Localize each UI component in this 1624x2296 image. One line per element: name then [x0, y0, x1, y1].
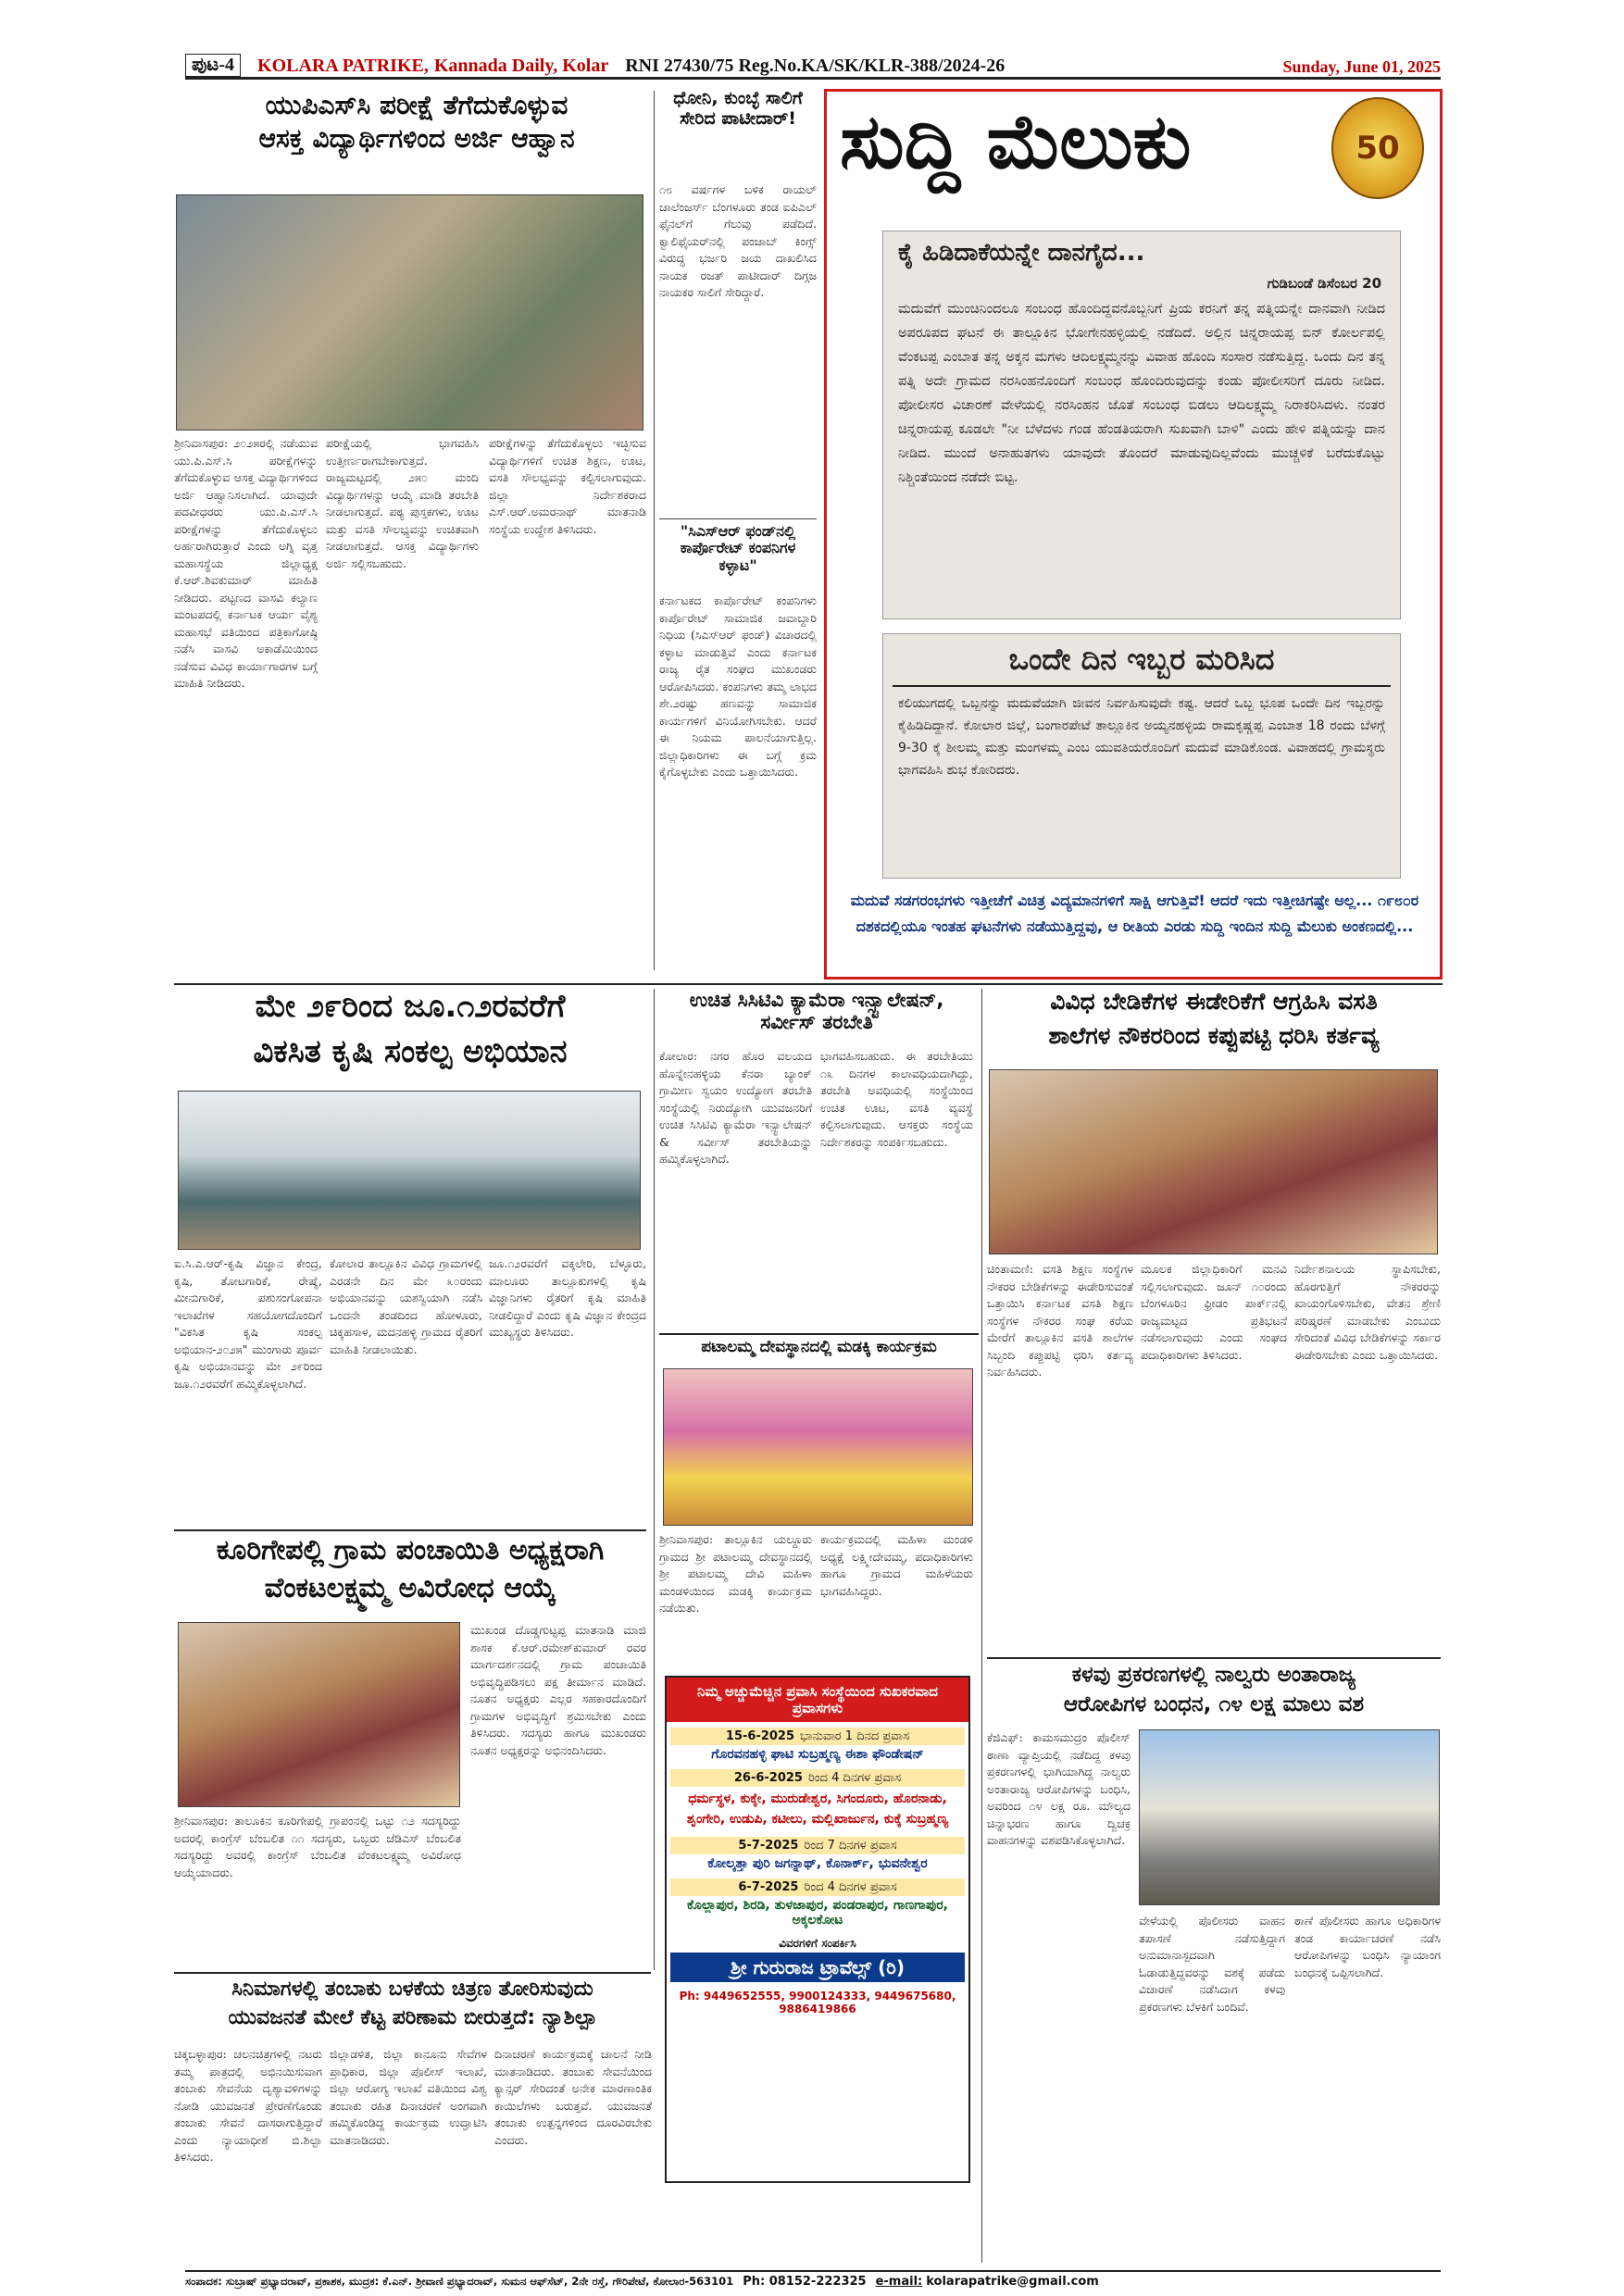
upsc-col-1: ಶ್ರೀನಿವಾಸಪುರ: ೨೦೨೫ರಲ್ಲಿ ನಡೆಯುವ ಯು.ಪಿ.ಎಸ್.ಸಿ ಪರೀಕ್ಷೆಗಳನ್ನು ತೆಗೆದುಕೊಳ್ಳುವ ಆಸಕ್ತ ವಿದ್ಯಾರ್ಥಿಗಳಿಂದ ಅರ್ಜಿ ಆಹ್ವಾನಿಸಲಾಗಿದೆ. ಯಾವುದೇ ಪದವೀಧರರು ಯು.ಪಿ.ಎಸ್.ಸಿ ಪರೀಕ್ಷೆಗಳನ್ನು ತೆಗೆದುಕೊಳ್ಳಲು ಅರ್ಹರಾಗಿರುತ್ತಾರೆ ಎಂದು ಅಗ್ನಿ ವೃತ್ತ ಮಹಾಸಸ್ಥೆಯ ಜಿಲ್ಲಾಧ್ಯಕ್ಷ ಕೆ.ಆರ್.ಶಿವಕುಮಾರ್ ಮಾಹಿತಿ ನೀಡಿದರು. ಪಟ್ಟಣದ ವಾಸವಿ ಕಲ್ಯಾಣ ಮಂಟಪದಲ್ಲಿ ಕರ್ನಾಟಕ ಆರ್ಯ ವೈಶ್ಯ ಮಹಾಸಭೆ ವತಿಯಿಂದ ಪತ್ರಿಕಾಗೋಷ್ಠಿ ನಡೆಸಿ ವಾಸವಿ ಅಕಾಡೆಮಿಯಿಂದ ನಡೆಸುವ ವಿವಿಧ ಕಾರ್ಯಾಗಾರಗಳ ಬಗ್ಗೆ ಮಾಹಿತಿ ನೀಡಿದರು. — [174, 436, 318, 690]
vasati-col-2: ಮೂಲಕ ಜಿಲ್ಲಾಧಿಕಾರಿಗೆ ಮನವಿ ಸಲ್ಲಿಸಲಾಗುವುದು. ಜೂನ್ ೧೦ರಂದು ಬೆಂಗಳೂರಿನ ಫ್ರೀಡಂ ಪಾರ್ಕ್‌ನಲ್ಲಿ ರಾಜ್ಯಮಟ್ಟದ ಪ್ರತಿಭಟನೆ ನಡೆಸಲಾಗುವುದು ಎಂದು ಸಂಘದ ಪದಾಧಿಕಾರಿಗಳು ತಿಳಿಸಿದರು. — [1141, 1262, 1287, 1362]
tour-4-date: 6-7-2025 — [738, 1880, 799, 1894]
suddi-caption: ಮದುವೆ ಸಡಗರಂಭಗಳು ಇತ್ತೀಚೆಗೆ ವಿಚಿತ್ರ ವಿದ್ಯಮಾನಗಳಿಗೆ ಸಾಕ್ಷಿ ಆಗುತ್ತಿವೆ! ಆದರೆ ಇದು ಇತ್ತೀಚಿಗಷ್ಟೇ ಅಲ್ಲ... ೧೯೮೦ರ ದಶಕದಲ್ಲಿಯೂ ಇಂತಹ ಘಟನೆಗಳು ನಡೆಯುತ್ತಿದ್ದವು, ಆ ರೀತಿಯ ಎರಡು ಸುದ್ದಿ ಇಂದಿನ ಸುದ್ದಿ ಮೆಲುಕು ಅಂಕಣದಲ್ಲಿ... — [850, 892, 1419, 935]
travel-advertisement — [665, 1676, 970, 2183]
clip2-title: ಒಂದೇ ದಿನ ಇಬ್ಬರ ಮರಿಸಿದ — [893, 634, 1391, 687]
patalamma-photo — [663, 1368, 973, 1526]
tour-4-days: ರಿಂದ 4 ದಿನಗಳ ಪ್ರವಾಸ — [804, 1880, 897, 1894]
kurigepalli-col-1: ಶ್ರೀನಿವಾಸಪುರ: ತಾಲೂಕಿನ ಕೂರಿಗೇಪಲ್ಲಿ ಗ್ರಾಪಂನಲ್ಲಿ ಒಟ್ಟು ೧೨ ಸದಸ್ಯರಿದ್ದು ಅದರಲ್ಲಿ ಕಾಂಗ್ರೆಸ್ ಬೆಂಬಲಿತ ೧೧ ಸದಸ್ಯರು, ಒಬ್ಬರು ಜೆಡಿಎಸ್ ಬೆಂಬಲಿತ ಸದಸ್ಯರಿದ್ದು ಅವರಲ್ಲಿ ಕಾಂಗ್ರೆಸ್ ಬೆಂಬಲಿತ ವೆಂಕಟಲಕ್ಷ್ಮಮ್ಮ ಅವಿರೋಧ ಆಯ್ಕೆಯಾದರು. — [174, 1814, 461, 1879]
cctv-col-1: ಕೋಲಾರ: ನಗರ ಹೊರ ವಲಯದ ಹೊನ್ನೇನಹಳ್ಳಿಯ ಕೆನರಾ ಬ್ಯಾಂಕ್ ಗ್ರಾಮೀಣ ಸ್ವಯಂ ಉದ್ಯೋಗ ತರಬೇತಿ ಸಂಸ್ಥೆಯಲ್ಲಿ ನಿರುದ್ಯೋಗಿ ಯುವಜನರಿಗೆ ಉಚಿತ ಸಿಸಿಟಿವಿ ಕ್ಯಾಮೆರಾ ಇನ್ಸ್ಟಾಲೇಷನ್ & ಸರ್ವೀಸ್ ತರಬೇತಿಯನ್ನು ಹಮ್ಮಿಕೊಳ್ಳಲಾಗಿದೆ. — [659, 1049, 812, 1166]
cctv-headline: ಉಚಿತ ಸಿಸಿಟಿವಿ ಕ್ಯಾಮೆರಾ ಇನ್ಸ್ಟಾಲೇಷನ್, ಸರ್ವೀಸ್ ತರಬೇತಿ — [689, 989, 944, 1034]
tour-2 — [670, 1769, 965, 1831]
tour-4-places: ಕೊಲ್ಲಾಪುರ, ಶಿರಡಿ, ತುಳಜಾಪುರ, ಪಂಡರಾಪುರ, ಗಾಣಗಾಪುರ, ಅಕ್ಕಲಕೋಟ — [687, 1898, 948, 1928]
imprint-line: ಸಂಪಾದಕ: ಸುಬ್ರಾಷ್ ಪ್ರಭ್ಯಾದರಾವ್, ಪ್ರಕಾಶಕ, ಮುದ್ರಕ: ಕೆ.ಎನ್. ಶ್ರೀವಾಣಿ ಪ್ರಭ್ಯಾದರಾವ್, ಸುಮನ ಆಫ್‌ಸೆಟ್, 2ನೇ ರಸ್ತೆ, ಗೌರಿಪೇಟೆ, ಕೋಲಾರ-563101 — [185, 2274, 734, 2288]
kurigepalli-col-2: ಮುಖಂಡ ದೊಡ್ಡಗುಟ್ಟಪ್ಪ ಮಾತನಾಡಿ ಮಾಜಿ ಶಾಸಕ ಕೆ.ಆರ್.ರಮೇಶ್‌ಕುಮಾರ್ ರವರ ಮಾರ್ಗದರ್ಶನದಲ್ಲಿ ಗ್ರಾಮ ಪಂಚಾಯಿತಿ ಅಭಿವೃದ್ಧಿಪಡಿಸಲು ಪಕ್ಷ ತೀರ್ಮಾನ ಮಾಡಿದೆ. ನೂತನ ಅಧ್ಯಕ್ಷರು ಎಲ್ಲರ ಸಹಕಾರದೊಂದಿಗೆ ಗ್ರಾಮಗಳ ಅಭಿವೃದ್ಧಿಗೆ ಶ್ರಮಿಸಬೇಕು ಎಂದು ತಿಳಿಸಿದರು. ಸದಸ್ಯರು ಹಾಗೂ ಮುಖಂಡರು ನೂತನ ಅಧ್ಯಕ್ಷರನ್ನು ಅಭಿನಂದಿಸಿದರು. — [470, 1623, 646, 1757]
dhoni-headline: ಧೋನಿ, ಕುಂಬ್ಳೆ ಸಾಲಿಗೆ ಸೇರಿದ ಪಾಟೀದಾರ್! — [673, 88, 803, 129]
theft-col-2: ವೇಳೆಯಲ್ಲಿ ಪೊಲೀಸರು ವಾಹನ ತಪಾಸಣೆ ನಡೆಸುತ್ತಿದ್ದಾಗ ಅನುಮಾನಾಸ್ಪದವಾಗಿ ಓಡಾಡುತ್ತಿದ್ದವರನ್ನು ವಶಕ್ಕೆ ಪಡೆದು ವಿಚಾರಣೆ ನಡೆಸಿದಾಗ ಕಳವು ಪ್ರಕರಣಗಳು ಬೆಳಕಿಗೆ ಬಂದಿವೆ. — [1139, 1914, 1285, 2014]
tour-2-days: ರಿಂದ 4 ದಿನಗಳ ಪ್ರವಾಸ — [807, 1771, 902, 1785]
patalamma-col-1: ಶ್ರೀನಿವಾಸಪುರ: ತಾಲ್ಲೂಕಿನ ಯಲ್ದೂರು ಗ್ರಾಮದ ಶ್ರೀ ಪಟಾಲಮ್ಮ ದೇವಸ್ಥಾನದಲ್ಲಿ ಶ್ರೀ ಪಟಾಲಮ್ಮ ದೇವಿ ಮಹಿಳಾ ಮಂಡಳಿಯಿಂದ ಮಡಕ್ಕಿ ಕಾರ್ಯಕ್ರಮ ನಡೆಯಿತು. — [659, 1532, 812, 1615]
masthead — [185, 56, 1441, 80]
dhoni-text: ೧೮ ವರ್ಷಗಳ ಬಳಿಕ ರಾಯಲ್ ಚಾಲೆಂಜರ್ಸ್ ಬೆಂಗಳೂರು ತಂಡ ಐಪಿಎಲ್ ಫೈನಲ್‌ಗೆ ಗೆಲುವು ಪಡೆದಿದೆ. ಕ್ವಾಲಿಫೈಯರ್‌ನಲ್ಲಿ ಪಂಜಾಬ್ ಕಿಂಗ್ಸ್ ವಿರುದ್ಧ ಭರ್ಜರಿ ಜಯ ದಾಖಲಿಸಿದ ನಾಯಕ ರಜತ್ ಪಾಟೀದಾರ್ ದಿಗ್ಗಜ ನಾಯಕರ ಸಾಲಿಗೆ ಸೇರಿದ್ದಾರೆ. — [659, 182, 817, 299]
clip2-body: ಕಲಿಯುಗದಲ್ಲಿ ಒಬ್ಬನನ್ನು ಮದುವೆಯಾಗಿ ಜೀವನ ನಿರ್ವಹಿಸುವುದೇ ಕಷ್ಟ. ಆದರೆ ಒಬ್ಬ ಭೂಪ ಒಂದೇ ದಿನ ಇಬ್ಬರನ್ನು ಕೈಹಿಡಿದಿದ್ದಾನೆ. ಕೋಲಾರ ಜಿಲ್ಲೆ, ಬಂಗಾರಪೇಟೆ ತಾಲ್ಲೂಕಿನ ಅಯ್ಯನಹಳ್ಳಿಯ ರಾಮಕೃಷ್ಣಪ್ಪ ಎಂಬಾತ 18 ರಂದು ಬೆಳಗ್ಗೆ 9-30 ಕ್ಕೆ ಶೀಲಮ್ಮ ಮತ್ತು ಮಂಗಳಮ್ಮ ಎಂಬ ಯುವತಿಯರೊಂದಿಗೆ ಮದುವೆ ಮಾಡಿಕೊಂಡ. ವಿವಾಹದಲ್ಲಿ ಗ್ರಾಮಸ್ಥರು ಭಾಗವಹಿಸಿ ಶುಭ ಕೋರಿದರು. — [898, 696, 1385, 778]
tour-1 — [670, 1728, 965, 1764]
travel-company-name: ಶ್ರೀ ಗುರುರಾಜ ಟ್ರಾವೆಲ್ಸ್ (ರಿ) — [670, 1953, 965, 1982]
anniversary-logo: 50 — [1331, 97, 1424, 199]
news-clipping-2 — [882, 633, 1401, 879]
tobacco-col-3: ದಿನಾಚರಣೆ ಕಾರ್ಯಕ್ರಮಕ್ಕೆ ಚಾಲನೆ ನೀಡಿ ಮಾತನಾಡಿದರು. ತಂಬಾಕು ಸೇವನೆಯಿಂದ ಕ್ಯಾನ್ಸರ್ ಸೇರಿದಂತೆ ಅನೇಕ ಮಾರಣಾಂತಿಕ ಕಾಯಿಲೆಗಳು ಬರುತ್ತವೆ. ಯುವಜನತೆ ತಂಬಾಕು ಉತ್ಪನ್ನಗಳಿಂದ ದೂರವಿರಬೇಕು ಎಂದರು. — [494, 2047, 652, 2147]
tour-1-places: ಗೊರವನಹಳ್ಳಿ ಘಾಟಿ ಸುಬ್ರಹ್ಮಣ್ಯ ಈಶಾ ಫೌಂಡೇಷನ್ — [670, 1745, 965, 1764]
clip1-body: ಮದುವೆಗೆ ಮುಂಚಿನಿಂದಲೂ ಸಂಬಂಧ ಹೊಂದಿದ್ದವನೊಬ್ಬನಿಗೆ ಪ್ರಿಯ ಕರನಿಗೆ ತನ್ನ ಪತ್ನಿಯನ್ನೇ ದಾನವಾಗಿ ನೀಡಿದ ಅಪರೂಪದ ಘಟನೆ ಈ ತಾಲ್ಲೂಕಿನ ಭೋಗೇನಹಳ್ಳಿಯಲ್ಲಿ ನಡೆದಿದೆ. ಅಲ್ಲಿನ ಚಿನ್ನರಾಯಪ್ಪ ಬಿನ್ ಕೋರ್ಲಪಲ್ಲಿ ವೆಂಕಟಪ್ಪ ಎಂಬಾತ ತನ್ನ ಅಕ್ಕನ ಮಗಳು ಆದಿಲಕ್ಷ್ಮಮ್ಮನನ್ನು ವಿವಾಹ ಹೊಂದಿ ಸಂಸಾರ ನಡೆಸುತ್ತಿದ್ದ. ಒಂದು ದಿನ ತನ್ನ ಪತ್ನಿ ಅದೇ ಗ್ರಾಮದ ನರಸಿಂಹನೊಂದಿಗೆ ಸಂಬಂಧ ಹೊಂದಿರುವುದನ್ನು ಕಂಡು ಪೋಲೀಸರಿಗೆ ದೂರು ನೀಡಿದ. ಪೋಲೀಸರ ವಿಚಾರಣೆ ವೇಳೆಯಲ್ಲಿ ನರಸಿಂಹನ ಜೊತೆ ಸಂಬಂಧ ಬಿಡಲು ಆದಿಲಕ್ಷ್ಮಮ್ಮ ನಿರಾಕರಿಸಿದಳು. ನಂತರ ಚಿನ್ನರಾಯಪ್ಪ ಕೂಡಲೇ "ನೀ ಬೆಳೆದಳು ಗಂಡ ಹೆಂಡತಿಯರಾಗಿ ಸುಖವಾಗಿ ಬಾಳಿ" ಎಂದು ಹೇಳಿ ಪತ್ನಿಯನ್ನು ದಾನ ನೀಡಿದ. ಮುಂದೆ ಅನಾಹುತಗಳು ಯಾವುದೇ ತೊಂದರೆ ಮಾಡುವುದಿಲ್ಲವೆಂದು ಮುಚ್ಚಳಿಕೆ ಬರೆದುಕೊಟ್ಟು ನಿಶ್ಚಿಂತೆಯಿಂದ ನಡೆದೇ ಬಿಟ್ಟ. — [898, 302, 1385, 485]
suddi-meluku-box — [824, 89, 1443, 980]
travel-ad-title: ನಿಮ್ಮ ಅಚ್ಚುಮೆಚ್ಚಿನ ಪ್ರವಾಸಿ ಸಂಸ್ಥೆಯಿಂದ ಸುಖಕರವಾದ ಪ್ರವಾಸಗಳು — [667, 1678, 968, 1722]
tour-2-date: 26-6-2025 — [733, 1771, 803, 1785]
patalamma-col-2: ಕಾರ್ಯಕ್ರಮದಲ್ಲಿ ಮಹಿಳಾ ಮಂಡಳಿ ಅಧ್ಯಕ್ಷೆ ಲಕ್ಷ್ಮೀದೇವಮ್ಮ, ಪದಾಧಿಕಾರಿಗಳು ಹಾಗೂ ಗ್ರಾಮದ ಮಹಿಳೆಯರು ಭಾಗವಹಿಸಿದ್ದರು. — [820, 1532, 973, 1598]
clip1-dateline: ಗುಡಿಬಂಡೆ ಡಿಸೆಂಬರ 20 — [1267, 275, 1381, 292]
tour-3 — [670, 1837, 965, 1873]
column-rule — [654, 989, 655, 1970]
csr-text: ಕರ್ನಾಟಕದ ಕಾರ್ಪೊರೇಟ್ ಕಂಪನಿಗಳು ಕಾರ್ಪೊರೇಟ್ ಸಾಮಾಜಿಕ ಜವಾಬ್ದಾರಿ ನಿಧಿಯ (ಸಿಎಸ್‌ಆರ್ ಫಂಡ್) ವಿಚಾರದಲ್ಲಿ ಕಳ್ಳಾಟ ಮಾಡುತ್ತಿವೆ ಎಂದು ಕರ್ನಾಟಕ ರಾಜ್ಯ ರೈತ ಸಂಘದ ಮುಖಂಡರು ಆರೋಪಿಸಿದರು. ಕಂಪನಿಗಳು ತಮ್ಮ ಲಾಭದ ಶೇ.೨ರಷ್ಟು ಹಣವನ್ನು ಸಾಮಾಜಿಕ ಕಾರ್ಯಗಳಿಗೆ ವಿನಿಯೋಗಿಸಬೇಕು. ಆದರೆ ಈ ನಿಯಮ ಪಾಲನೆಯಾಗುತ್ತಿಲ್ಲ. ಜಿಲ್ಲಾಧಿಕಾರಿಗಳು ಈ ಬಗ್ಗೆ ಕ್ರಮ ಕೈಗೊಳ್ಳಬೇಕು ಎಂದು ಒತ್ತಾಯಿಸಿದರು. — [659, 593, 817, 779]
tobacco-col-2: ಜಿಲ್ಲಾಡಳಿತ, ಜಿಲ್ಲಾ ಕಾನೂನು ಸೇವೆಗಳ ಪ್ರಾಧಿಕಾರ, ಜಿಲ್ಲಾ ಪೊಲೀಸ್ ಇಲಾಖೆ, ಜಿಲ್ಲಾ ಆರೋಗ್ಯ ಇಲಾಖೆ ವತಿಯಿಂದ ವಿಶ್ವ ತಂಬಾಕು ರಹಿತ ದಿನಾಚರಣೆ ಅಂಗವಾಗಿ ಹಮ್ಮಿಕೊಂಡಿದ್ದ ಕಾರ್ಯಕ್ರಮ ಉದ್ಘಾಟಿಸಿ ಮಾತನಾಡಿದರು. — [330, 2047, 487, 2147]
krishi-col-1: ಐ.ಸಿ.ಎ.ಆರ್-ಕೃಷಿ ವಿಜ್ಞಾನ ಕೇಂದ್ರ, ಕೃಷಿ, ತೋಟಗಾರಿಕೆ, ರೇಷ್ಮೆ, ಮೀನುಗಾರಿಕೆ, ಪಶುಸಂಗೋಪನಾ ಇಲಾಖೆಗಳ ಸಹಯೋಗದೊಂದಿಗೆ "ವಿಕಸಿತ ಕೃಷಿ ಸಂಕಲ್ಪ ಅಭಿಯಾನ-೨೦೨೫" ಮುಂಗಾರು ಪೂರ್ವ ಕೃಷಿ ಅಭಿಯಾನವನ್ನು ಮೇ ೨೯ರಿಂದ ಜೂ.೧೨ರವರೆಗೆ ಹಮ್ಮಿಕೊಳ್ಳಲಾಗಿದೆ. — [174, 1256, 322, 1391]
tour-1-days: ಭಾನುವಾರ 1 ದಿನದ ಪ್ರವಾಸ — [800, 1729, 910, 1743]
suddi-meluku-title: ಸುದ್ದಿ ಮೆಲುಕು — [840, 97, 1192, 186]
tour-3-places: ಕೋಲ್ಕತ್ತಾ ಪುರಿ ಜಗನ್ನಾಥ್, ಕೊನಾರ್ಕ್, ಭುವನೇಶ್ವರ — [707, 1856, 928, 1871]
travel-phones: Ph: 9449652555, 9900124333, 9449675680, 9886419866 — [679, 1990, 956, 2015]
theft-col-1: ಕೆಜಿಎಫ್: ಕಾಮಸಮುದ್ರಂ ಪೊಲೀಸ್ ಠಾಣಾ ವ್ಯಾಪ್ತಿಯಲ್ಲಿ ನಡೆದಿದ್ದ ಕಳವು ಪ್ರಕರಣಗಳಲ್ಲಿ ಭಾಗಿಯಾಗಿದ್ದ ನಾಲ್ವರು ಅಂತಾರಾಜ್ಯ ಆರೋಪಿಗಳನ್ನು ಬಂಧಿಸಿ, ಅವರಿಂದ ೧೪ ಲಕ್ಷ ರೂ. ಮೌಲ್ಯದ ಚಿನ್ನಾಭರಣ ಹಾಗೂ ದ್ವಿಚಕ್ರ ವಾಹನಗಳನ್ನು ವಶಪಡಿಸಿಕೊಳ್ಳಲಾಗಿದೆ. — [987, 1730, 1131, 1847]
footer-phone: Ph: 08152-222325 — [743, 2274, 867, 2289]
tobacco-col-1: ಚಿಕ್ಕಬಳ್ಳಾಪುರ: ಚಲನಚಿತ್ರಗಳಲ್ಲಿ ನಟರು ತಮ್ಮ ಪಾತ್ರದಲ್ಲಿ ಅಭಿನಯಿಸುವಾಗ ತಂಬಾಕು ಸೇವನೆಯ ದೃಶ್ಯಾವಳಿಗಳನ್ನು ನೋಡಿ ಯುವಜನತೆ ಪ್ರೇರಣೆಗೊಂಡು ತಂಬಾಕು ಸೇವನೆ ದಾಸರಾಗುತ್ತಿದ್ದಾರೆ ಎಂದು ನ್ಯಾಯಾಧೀಶೆ ಬಿ.ಶಿಲ್ಪಾ ತಿಳಿಸಿದರು. — [174, 2047, 322, 2164]
vasati-photo — [989, 1069, 1438, 1254]
paper-edition: Kannada Daily, Kolar — [433, 56, 609, 76]
csr-headline: "ಸಿಎಸ್‌ಆರ್ ಫಂಡ್‌ನಲ್ಲಿ ಕಾರ್ಪೊರೇಟ್ ಕಂಪನಿಗಳ ಕಳ್ಳಾಟ" — [659, 518, 817, 574]
theft-headline: ಕಳವು ಪ್ರಕರಣಗಳಲ್ಲಿ ನಾಲ್ವರು ಅಂತಾರಾಜ್ಯ ಆರೋಪಿಗಳ ಬಂಧನ, ೧೪ ಲಕ್ಷ ಮಾಲು ವಶ — [987, 1657, 1441, 1717]
footer-email[interactable]: kolarapatrike@gmail.com — [926, 2274, 1099, 2289]
krishi-col-2: ಕೋಲಾರ ತಾಲ್ಲೂಕಿನ ವಿವಿಧ ಗ್ರಾಮಗಳಲ್ಲಿ ಎರಡನೇ ದಿನ ಮೇ ೩೦ರಂದು ಅಭಿಯಾನವನ್ನು ಯಶಸ್ವಿಯಾಗಿ ನಡೆಸಿ ಒಂದನೇ ತಂಡದಿಂದ ಹೋಳೂರು, ಚಿಕ್ಕಹಸಾಳ, ಮದನಹಳ್ಳಿ ಗ್ರಾಮದ ರೈತರಿಗೆ ಮಾಹಿತಿ ನೀಡಲಾಯಿತು. — [330, 1256, 482, 1356]
footer — [185, 2270, 1441, 2290]
kurigepalli-headline: ಕೂರಿಗೇಪಲ್ಲಿ ಗ್ರಾಮ ಪಂಚಾಯಿತಿ ಅಧ್ಯಕ್ಷರಾಗಿ ವೆಂಕಟಲಕ್ಷ್ಮಮ್ಮ ಅವಿರೋಧ ಆಯ್ಕೆ — [174, 1529, 646, 1604]
tour-3-date: 5-7-2025 — [738, 1839, 799, 1853]
registration-number: RNI 27430/75 Reg.No.KA/SK/KLR-388/2024-26 — [625, 56, 1006, 76]
news-clipping-1 — [882, 231, 1401, 619]
column-rule — [654, 91, 655, 970]
tobacco-headline: ಸಿನಿಮಾಗಳಲ್ಲಿ ತಂಬಾಕು ಬಳಕೆಯ ಚಿತ್ರಣ ತೋರಿಸುವುದು ಯುವಜನತೆ ಮೇಲೆ ಕೆಟ್ಟ ಪರಿಣಾಮ ಬೀರುತ್ತದೆ: ನ್ಯಾಶಿಲ್ಪಾ — [174, 1972, 651, 2030]
upsc-col-2: ಪರೀಕ್ಷೆಯಲ್ಲಿ ಭಾಗವಹಿಸಿ ಉತ್ತೀರ್ಣರಾಗಬೇಕಾಗುತ್ತದೆ. ರಾಜ್ಯಮಟ್ಟದಲ್ಲಿ ೨೫೦ ಮಂದಿ ವಿದ್ಯಾರ್ಥಿಗಳನ್ನು ಆಯ್ಕೆ ಮಾಡಿ ತರಬೇತಿ ನೀಡಲಾಗುತ್ತದೆ. ಪಠ್ಯ ಪುಸ್ತಕಗಳು, ಊಟ ಮತ್ತು ವಸತಿ ಸೌಲಭ್ಯವನ್ನು ಉಚಿತವಾಗಿ ನೀಡಲಾಗುತ್ತದೆ. ಆಸಕ್ತ ವಿದ್ಯಾರ್ಥಿಗಳು ಅರ್ಜಿ ಸಲ್ಲಿಸಬಹುದು. — [326, 436, 479, 570]
tour-3-days: ರಿಂದ 7 ದಿನಗಳ ಪ್ರವಾಸ — [804, 1839, 897, 1853]
upsc-col-3: ಪರೀಕ್ಷೆಗಳನ್ನು ತೆಗೆದುಕೊಳ್ಳಲು ಇಚ್ಛಿಸುವ ವಿದ್ಯಾರ್ಥಿಗಳಿಗೆ ಉಚಿತ ಶಿಕ್ಷಣ, ಊಟ, ವಸತಿ ಸೌಲಭ್ಯವನ್ನು ಕಲ್ಪಿಸಲಾಗುವುದು. ಜಿಲ್ಲಾ ನಿರ್ದೇಶಕರಾದ ಎಸ್.ಆರ್.ಅಮರನಾಥ್ ಮಾತನಾಡಿ ಸಂಸ್ಥೆಯ ಉದ್ದೇಶ ತಿಳಿಸಿದರು. — [489, 436, 646, 536]
column-rule — [981, 989, 982, 2263]
theft-photo — [1139, 1729, 1440, 1905]
upsc-headline: ಯುಪಿಎಸ್‌ಸಿ ಪರೀಕ್ಷೆ ತೆಗೆದುಕೊಳ್ಳುವ ಆಸಕ್ತ ವಿದ್ಯಾರ್ಥಿಗಳಿಂದ ಅರ್ಜಿ ಆಹ್ವಾನ — [258, 90, 575, 155]
krishi-headline: ಮೇ ೨೯ರಿಂದ ಜೂ.೧೨ರವರೆಗೆ ವಿಕಸಿತ ಕೃಷಿ ಸಂಕಲ್ಪ ಅಭಿಯಾನ — [253, 988, 568, 1071]
krishi-photo — [178, 1091, 641, 1250]
vasati-col-3: ನಿರ್ದೇಶನಾಲಯ ಸ್ಥಾಪಿಸಬೇಕು, ಹೊರಗುತ್ತಿಗೆ ನೌಕರರನ್ನು ಖಾಯಂಗೊಳಿಸಬೇಕು, ವೇತನ ಶ್ರೇಣಿ ಪರಿಷ್ಕರಣೆ ಮಾಡಬೇಕು ಎಂಬುದು ಸೇರಿದಂತೆ ವಿವಿಧ ಬೇಡಿಕೆಗಳನ್ನು ಸರ್ಕಾರ ಈಡೇರಿಸಬೇಕು ಎಂದು ಒತ್ತಾಯಿಸಿದರು. — [1294, 1262, 1441, 1362]
page-number: ಪುಟ-4 — [185, 54, 241, 77]
issue-date: Sunday, June 01, 2025 — [1282, 57, 1441, 76]
tour-4 — [670, 1878, 965, 1929]
tour-1-date: 15-6-2025 — [725, 1729, 795, 1743]
krishi-col-3: ಜೂ.೧೨ರವರೆಗೆ ವಕ್ಕಲೇರಿ, ಬೆಳ್ಳೂರು, ಮಾಲೂರು ತಾಲ್ಲೂಕುಗಳಲ್ಲಿ ಕೃಷಿ ವಿಜ್ಞಾನಿಗಳು ರೈತರಿಗೆ ಕೃಷಿ ಮಾಹಿತಿ ನೀಡಲಿದ್ದಾರೆ ಎಂದು ಕೃಷಿ ವಿಜ್ಞಾನ ಕೇಂದ್ರದ ಮುಖ್ಯಸ್ಥರು ತಿಳಿಸಿದರು. — [489, 1256, 646, 1339]
patalamma-headline: ಪಟಾಲಮ್ಮ ದೇವಸ್ಥಾನದಲ್ಲಿ ಮಡಕ್ಕಿ ಕಾರ್ಯಕ್ರಮ — [659, 1333, 979, 1357]
vasati-col-1: ಚಿಂತಾಮಣಿ: ವಸತಿ ಶಿಕ್ಷಣ ಸಂಸ್ಥೆಗಳ ನೌಕರರ ಬೇಡಿಕೆಗಳನ್ನು ಈಡೇರಿಸುವಂತೆ ಒತ್ತಾಯಿಸಿ ಕರ್ನಾಟಕ ವಸತಿ ಶಿಕ್ಷಣ ಸಂಸ್ಥೆಗಳ ನೌಕರರ ಸಂಘ ಕರೆಯ ಮೇರೆಗೆ ತಾಲ್ಲೂಕಿನ ವಸತಿ ಶಾಲೆಗಳ ಸಿಬ್ಬಂದಿ ಕಪ್ಪುಪಟ್ಟಿ ಧರಿಸಿ ಕರ್ತವ್ಯ ನಿರ್ವಹಿಸಿದರು. — [987, 1262, 1133, 1379]
tour-2-places: ಧರ್ಮಸ್ಥಳ, ಕುಕ್ಕೇ, ಮುರುಡೇಶ್ವರ, ಸಿಗಂದೂರು, ಹೊರನಾಡು, ಶೃಂಗೇರಿ, ಉಡುಪಿ, ಕಟೀಲು, ಮಲ್ಲಿಖಾರ್ಜುನ, ಕುಕ್ಕೆ ಸುಬ್ರಹ್ಮಣ್ಯ — [686, 1791, 949, 1827]
theft-col-3: ಠಾಣೆ ಪೊಲೀಸರು ಹಾಗೂ ಅಧಿಕಾರಿಗಳ ತಂಡ ಕಾರ್ಯಾಚರಣೆ ನಡೆಸಿ ಆರೋಪಿಗಳನ್ನು ಬಂಧಿಸಿ ನ್ಯಾಯಾಂಗ ಬಂಧನಕ್ಕೆ ಒಪ್ಪಿಸಲಾಗಿದೆ. — [1294, 1914, 1441, 1979]
clip1-title: ಕೈ ಹಿಡಿದಾಕೆಯನ್ನೇ ದಾನಗೈದ... — [898, 239, 1145, 267]
section-rule — [174, 983, 1443, 985]
footer-email-label: e-mail: — [875, 2274, 923, 2289]
kurigepalli-photo — [178, 1622, 460, 1807]
contact-label: ವಿವರಗಳಿಗೆ ಸಂಪರ್ಕಿಸಿ — [779, 1937, 856, 1950]
upsc-photo — [176, 194, 643, 430]
vasati-headline: ವಿವಿಧ ಬೇಡಿಕೆಗಳ ಈಡೇರಿಕೆಗೆ ಆಗ್ರಹಿಸಿ ವಸತಿ ಶಾಲೆಗಳ ನೌಕರರಿಂದ ಕಪ್ಪುಪಟ್ಟಿ ಧರಿಸಿ ಕರ್ತವ್ಯ — [1048, 988, 1380, 1049]
paper-name: KOLARA PATRIKE, — [257, 56, 429, 76]
cctv-col-2: ಭಾಗವಹಿಸಬಹುದು. ಈ ತರಬೇತಿಯು ೧೩ ದಿನಗಳ ಕಾಲಾವಧಿಯದಾಗಿದ್ದು, ತರಬೇತಿ ಅವಧಿಯಲ್ಲಿ ಸಂಸ್ಥೆಯಿಂದ ಉಚಿತ ಊಟ, ವಸತಿ ವ್ಯವಸ್ಥೆ ಕಲ್ಪಿಸಲಾಗುವುದು. ಆಸಕ್ತರು ಸಂಸ್ಥೆಯ ನಿರ್ದೇಶಕರನ್ನು ಸಂಪರ್ಕಿಸಬಹುದು. — [820, 1049, 973, 1149]
